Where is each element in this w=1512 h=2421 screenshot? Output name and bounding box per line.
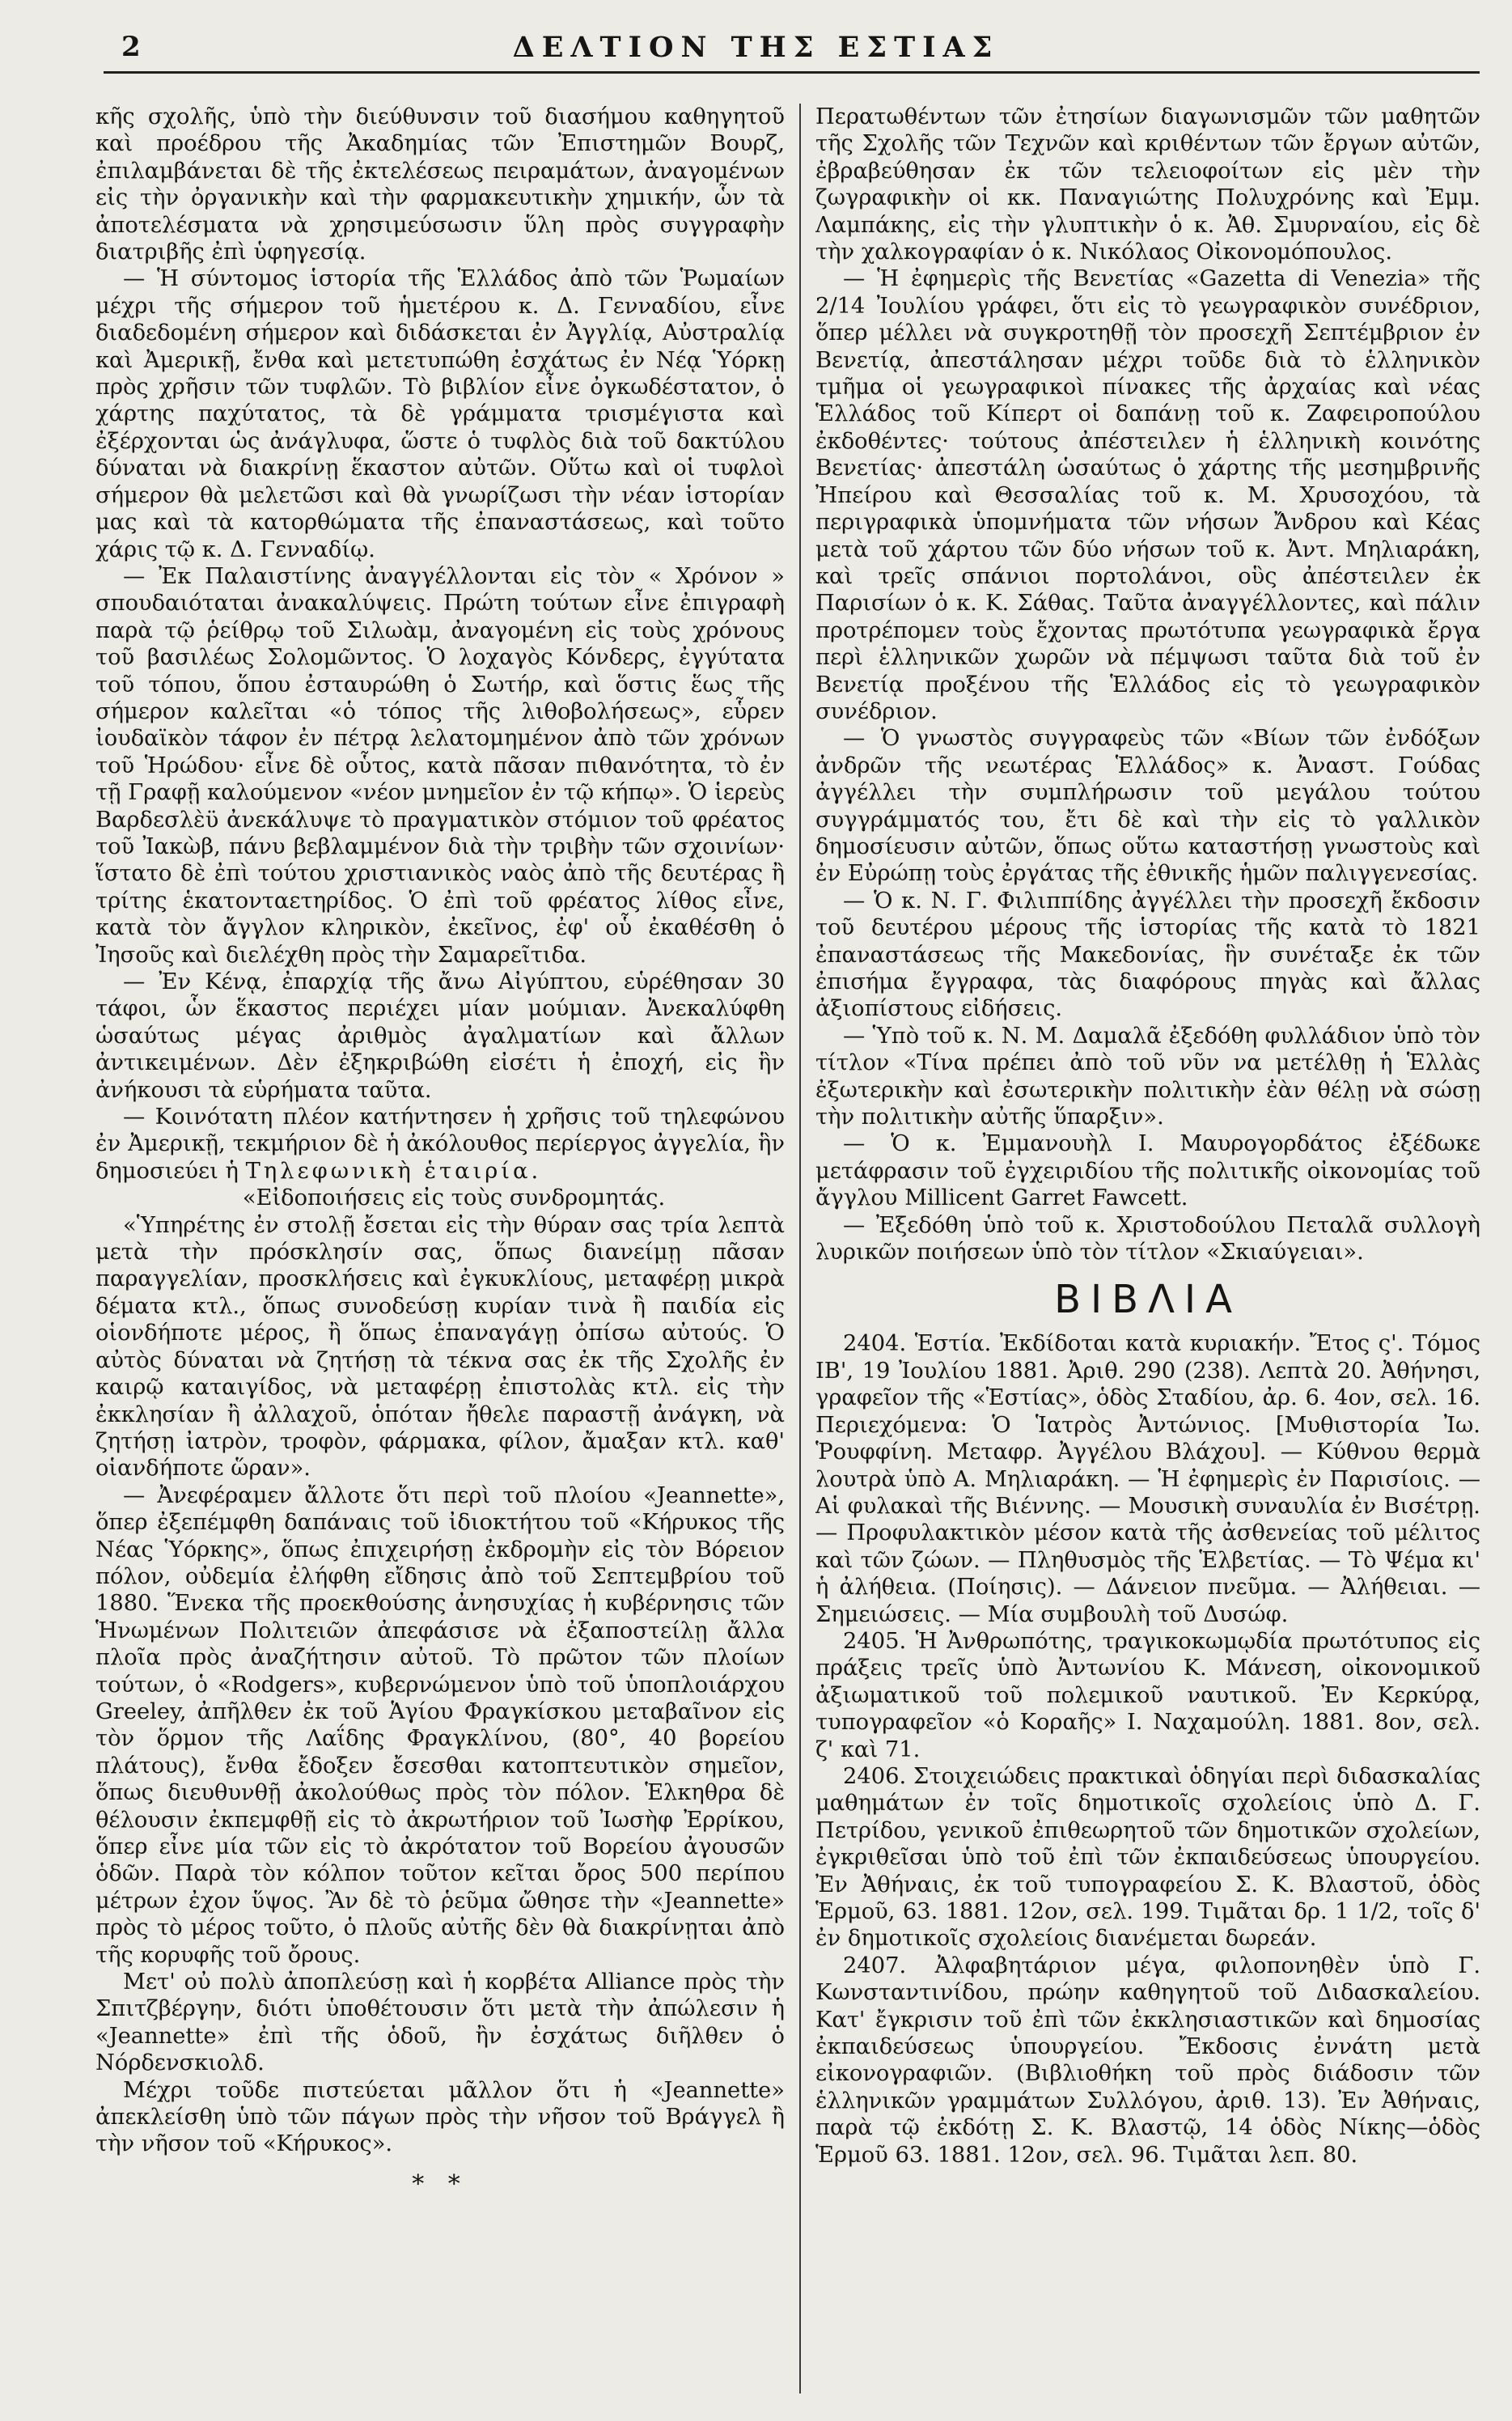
paragraph-petalas-poems: — Ἐξεδόθη ὑπὸ τοῦ κ. Χριστοδούλου Πεταλᾶ συλλογὴ λυρικῶν ποιήσεων ὑπὸ τὸν τίτλον «Σκιαύγειαι». xyxy=(815,1212,1480,1266)
paragraph-venice-congress: — Ἡ ἐφημερὶς τῆς Βενετίας «Gazetta di Venezia» τῆς 2/14 Ἰουλίου γράφει, ὅτι εἰς τὸ γεωγραφικὸν συνέδριον, ὅπερ μέλλει νὰ συγκροτηθῇ τὸν προσεχῆ Σεπτέμβριον ἐν Βενετίᾳ, ἀπεστάλησαν μέχρι τοῦδε διὰ τὸ ἑλληνικὸν τμῆμα οἱ γεωγραφικοὶ πίνακες τῆς ἀρχαίας καὶ νέας Ἑλλάδος τοῦ Κίπερτ οἱ δαπάνῃ τοῦ κ. Ζαφειροπούλου ἐκδοθέντες· τούτους ἀπέστειλεν ἡ ἑλληνικὴ κοινότης Βενετίας· ἀπεστάλη ὡσαύτως ὁ χάρτης τῆς μεσημβρινῆς Ἠπείρου καὶ Θεσσαλίας τοῦ κ. Μ. Χρυσοχόου, τὰ περιγραφικὰ ὑπομνήματα τῶν νήσων Ἄνδρου καὶ Κέας μετὰ τοῦ χάρτου τῶν δύο νήσων τοῦ κ. Ἀντ. Μηλιαράκη, καὶ τρεῖς σπάνιοι πορτολάνοι, οὓς ἀπέστειλεν ἐκ Παρισίων ὁ κ. Κ. Σάθας. Ταῦτα ἀναγγέλλοντες, καὶ πάλιν προτρέπομεν τοὺς ἔχοντας πρωτότυπα γεωγραφικὰ ἔργα περὶ ἑλληνικῶν χωρῶν νὰ πέμψωσι ταῦτα διὰ τοῦ ἐν Βενετίᾳ προξένου τῆς Ἑλλάδος εἰς τὸ γεωγραφικὸν συνέδριον. xyxy=(815,266,1480,724)
column-divider xyxy=(799,104,801,2393)
book-entry-2404: 2404. Ἑστία. Ἐκδίδοται κατὰ κυριακήν. Ἔτος ς'. Τόμος ΙΒ', 19 Ἰουλίου 1881. Ἀριθ. 290 (238). Λεπτὰ 20. Ἀθήνησι, γραφεῖον τῆς «Ἑστίας», ὁδὸς Σταδίου, ἀρ. 6. 4ον, σελ. 16. Περιεχόμενα: Ὁ Ἱατρὸς Ἀντώνιος. [Μυθιστορία Ἰω. Ῥουφφίνη. Μεταφρ. Ἀγγέλου Βλάχου]. — Κύθνου θερμὰ λουτρὰ ὑπὸ Α. Μηλιαράκη. — Ἡ ἐφημερὶς ἐν Παρισίοις. — Αἱ φυλακαὶ τῆς Βιέννης. — Μουσικὴ συναυλία ἐν Βισέτρῃ. — Προφυλακτικὸν μέσον κατὰ τῆς ἀσθενείας τοῦ μέλιτος καὶ τῶν ζώων. — Πληθυσμὸς τῆς Ἑλβετίας. — Τὸ Ψέμα κι' ἡ ἀλήθεια. (Ποίησις). — Δάνειον πνεῦμα. — Ἀλήθειαι. — Σημειώσεις. — Μία συμβουλὴ τοῦ Δυσώφ. xyxy=(815,1331,1480,1627)
paragraph-art-school-awards: Περατωθέντων τῶν ἐτησίων διαγωνισμῶν τῶν μαθητῶν τῆς Σχολῆς τῶν Τεχνῶν καὶ κριθέντων τῶν ἔργων αὐτῶν, ἐβραβεύθησαν ἐκ τῶν τελειοφοίτων εἰς μὲν τὴν ζωγραφικὴν οἱ κκ. Παναγιώτης Πολυχρόνης καὶ Ἐμμ. Λαμπάκης, εἰς τὴν γλυπτικὴν ὁ κ. Ἀθ. Σμυρναίου, εἰς δὲ τὴν χαλκογραφίαν ὁ κ. Νικόλαος Οἰκονομόπουλος. xyxy=(815,104,1480,265)
paragraph-jeannette-belief: Μέχρι τοῦδε πιστεύεται μᾶλλον ὅτι ἡ «Jeannette» ἀπεκλείσθη ὑπὸ τῶν πάγων πρὸς τὴν νῆσον τοῦ Βράγγελ ἢ τὴν νῆσον τοῦ «Κήρυκος». xyxy=(95,2077,785,2157)
paragraph-damalas-pamphlet: — Ὑπὸ τοῦ κ. Ν. Μ. Δαμαλᾶ ἐξεδόθη φυλλάδιον ὑπὸ τὸν τίτλον «Τίνα πρέπει ἀπὸ τοῦ νῦν να μετέλθῃ ἡ Ἑλλὰς ἐξωτερικὴν καὶ ἐσωτερικὴν πολιτικὴν ἐὰν θέλῃ νὰ σώσῃ τὴν πολιτικὴν αὐτῆς ὕπαρξιν». xyxy=(815,1023,1480,1130)
paragraph-filippidis-history: — Ὁ κ. Ν. Γ. Φιλιππίδης ἀγγέλλει τὴν προσεχῆ ἔκδοσιν τοῦ δευτέρου μέρους τῆς ἱστορίας τῆς κατὰ τὸ 1821 ἐπαναστάσεως τῆς Μακεδονίας, ἣν συνέταξε ἐκ τῶν ἐπισήμα ἔγγραφα, τὰς διαφόρους πηγὰς καὶ ἄλλας ἀξιοπίστους εἰδήσεις. xyxy=(815,888,1480,1022)
paragraph-telephone xyxy=(95,1104,785,1185)
paragraph-goudas-lives: — Ὁ γνωστὸς συγγραφεὺς τῶν «Βίων τῶν ἐνδόξων ἀνδρῶν τῆς νεωτέρας Ἑλλάδος» κ. Ἀναστ. Γούδας ἀγγέλλει τὴν συμπλήρωσιν τοῦ μεγάλου τούτου συγγράμματός του, ἔτι δὲ καὶ τὴν εἰς τὸ γαλλικὸν δημοσίευσιν αὐτῶν, ὅπως οὕτω καταστήσῃ γνωστοὺς καὶ ἐν Εὐρώπῃ τοὺς ἐργάτας τῆς ἐθνικῆς ἡμῶν παλιγγενεσίας. xyxy=(815,726,1480,887)
biblia-section-title: ΒΙΒΛΙΑ xyxy=(1054,1277,1242,1323)
left-column xyxy=(95,104,785,2393)
book-entry-2406: 2406. Στοιχειώδεις πρακτικαὶ ὁδηγίαι περὶ διδασκαλίας μαθημάτων ἐν τοῖς δημοτικοῖς σχολείοις ὑπὸ Δ. Γ. Πετρίδου, γενικοῦ ἐπιθεωρητοῦ τῶν δημοτικῶν σχολείων, ἐγκριθεῖσαι ὑπὸ τοῦ ἐπὶ τῶν ἐκπαιδεύσεως ὑπουργείου. Ἐν Ἀθήναις, ἐκ τοῦ τυπογραφείου Σ. Κ. Βλαστοῦ, ὁδὸς Ἑρμοῦ, 63. 1881. 12ον, σελ. 199. Τιμᾶται δρ. 1 1/2, τοῖς δ' ἐν δημοτικοῖς σχολείοις διανέμεται δωρεάν. xyxy=(815,1763,1480,1952)
paragraph-alliance-corvette: Μετ' οὐ πολὺ ἀποπλεύσῃ καὶ ἡ κορβέτα Alliance πρὸς τὴν Σπιτζβέργην, διότι ὑποθέτουσιν ὅτι μετὰ τὴν ἀπώλεσιν ἡ «Jeannette» ἐπὶ τῆς ὁδοῦ, ἢν ἐσχάτως διῆλθεν ὁ Νόρδενσκιολδ. xyxy=(95,1969,785,2076)
running-title: ΔΕΛΤΙΟΝ ΤΗΣ ΕΣΤΙΑΣ xyxy=(512,31,1000,64)
section-stars: * * xyxy=(412,2169,468,2198)
page-number: 2 xyxy=(121,31,141,63)
paragraph-egypt-tombs: — Ἐν Κένᾳ, ἐπαρχίᾳ τῆς ἄνω Αἰγύπτου, εὑρέθησαν 30 τάφοι, ὧν ἕκαστος περιέχει μίαν μούμιαν. Ἀνεκαλύφθη ὡσαύτως μέγας ἀριθμὸς ἀγαλματίων καὶ ἄλλων ἀντικειμένων. Δὲν ἐξηκριβώθη εἰσέτι ἡ ἐποχή, εἰς ἣν ἀνήκουσι τὰ εὑρήματα ταῦτα. xyxy=(95,969,785,1103)
telephone-text: — Κοινότατη πλέον κατήντησεν ἡ χρῆσις τοῦ τηλεφώνου ἐν Ἀμερικῇ, τεκμήριον δὲ ἡ ἀκόλουθος περίεργος ἀγγελία, ἣν δημοσιεύει ἡ xyxy=(95,1105,785,1184)
header-rule xyxy=(104,71,1480,74)
book-entry-2405: 2405. Ἡ Ἀνθρωπότης, τραγικοκωμῳδία πρωτότυπος εἰς πράξεις τρεῖς ὑπὸ Ἀντωνίου Κ. Μάνεση, οἰκονομικοῦ ἀξιωματικοῦ τοῦ πολεμικοῦ ναυτικοῦ. Ἐν Κερκύρᾳ, τυπογραφεῖον «ὁ Κοραῆς» Ι. Ναχαμούλη. 1881. 8ον, σελ. ζ' καὶ 71. xyxy=(815,1628,1480,1762)
notice-title: «Εἰδοποιήσεις εἰς τοὺς συνδρομητάς. xyxy=(242,1185,666,1211)
paragraph-mavrogordatos-translation: — Ὁ κ. Ἐμμανουὴλ Ι. Μαυρογορδάτος ἐξέδωκε μετάφρασιν τοῦ ἐγχειριδίου τῆς πολιτικῆς οἰκονομίας τοῦ ἄγγλου Millicent Garret Fawcett. xyxy=(815,1131,1480,1211)
telephone-company: Τηλεφωνικὴ ἑταιρία. xyxy=(245,1158,542,1184)
paragraph-gennadios-history: — Ἡ σύντομος ἱστορία τῆς Ἑλλάδος ἀπὸ τῶν Ῥωμαίων μέχρι τῆς σήμερον τοῦ ἡμετέρου κ. Δ. Γενναδίου, εἶνε διαδεδομένη σήμερον καὶ διδάσκεται ἐν Ἀγγλίᾳ, Αὐστραλίᾳ καὶ Ἀμερικῇ, ἔνθα καὶ μετετυπώθη ἐσχάτως ἐν Νέᾳ Ὑόρκῃ πρὸς χρῆσιν τῶν τυφλῶν. Τὸ βιβλίον εἶνε ὀγκωδέστατον, ὁ χάρτης παχύτατος, τὰ δὲ γράμματα τρισμέγιστα καὶ ἐξέρχονται ὡς ἀνάγλυφα, ὥστε ὁ τυφλὸς διὰ τοῦ δακτύλου δύναται νὰ διακρίνῃ ἕκαστον αὐτῶν. Οὕτω καὶ οἱ τυφλοὶ σήμερον θὰ μελετῶσι καὶ θὰ γνωρίζωσι τὴν νέαν ἱστορίαν μας καὶ τὰ κατορθώματα τῆς ἐπαναστάσεως, καὶ τοῦτο χάρις τῷ κ. Δ. Γενναδίῳ. xyxy=(95,266,785,562)
right-column xyxy=(815,104,1480,2393)
paragraph-jeannette-search: — Ἀνεφέραμεν ἄλλοτε ὅτι περὶ τοῦ πλοίου «Jeannette», ὅπερ ἐξεπέμφθη δαπάναις τοῦ ἰδιοκτήτου τοῦ «Κήρυκος τῆς Νέας Ὑόρκης», ὅπως ἐπιχειρήσῃ ἐκδρομὴν εἰς τὸν Βόρειον πόλον, οὐδεμία ἐλήφθη εἴδησις ἀπὸ τοῦ Σεπτεμβρίου τοῦ 1880. Ἕνεκα τῆς προεκθούσης ἀνησυχίας ἡ κυβέρνησις τῶν Ἡνωμένων Πολιτειῶν ἀπεφάσισε νὰ ἐξαποστείλῃ ἄλλα πλοῖα πρὸς ἀναζήτησιν αὐτοῦ. Τὸ πρῶτον τῶν πλοίων τούτων, ὁ «Rodgers», κυβερνώμενον ὑπὸ τοῦ ὑποπλοιάρχου Greeley, ἀπῆλθεν ἐκ τοῦ Ἁγίου Φραγκίσκου μεταβαῖνον εἰς τὸν ὅρμον τῆς Λαΐδης Φραγκλίνου, (80°, 40 βορείου πλάτους), ἔνθα ἔδοξεν ἔσεσθαι κατοπτευτικὸν σημεῖον, ὅπως διευθυνθῇ ἀκολούθως πρὸς τὸν πόλον. Ἑλκηθρα δὲ θέλουσιν ἐκπεμφθῇ εἰς τὸ ἀκρωτήριον τοῦ Ἰωσὴφ Ἐρρίκου, ὅπερ εἶνε μία τῶν εἰς τὸ ἀκρότατον τοῦ Βορείου ἀγουσῶν ὁδῶν. Παρὰ τὸν κόλπον τοῦτον κεῖται ὄρος 500 περίπου μέτρων ἐχον ὕψος. Ἂν δὲ τὸ ῥεῦμα ὤθησε τὴν «Jeannette» πρὸς τὸ μέρος τοῦτο, ὁ πλοῦς αὐτῆς δὲν θὰ διακρίνῃται ἀπὸ τῆς κορυφῆς τοῦ ὄρους. xyxy=(95,1482,785,1968)
paragraph-palestine-discoveries: — Ἐκ Παλαιστίνης ἀναγγέλλονται εἰς τὸν « Χρόνον » σπουδαιόταται ἀνακαλύψεις. Πρώτη τούτων εἶνε ἐπιγραφὴ παρὰ τῷ ῥείθρῳ τοῦ Σιλωὰμ, ἀναγομένη εἰς τοὺς χρόνους τοῦ βασιλέως Σολομῶντος. Ὁ λοχαγὸς Κόνδερς, ἐγγύτατα τοῦ τόπου, ὅπου ἐσταυρώθη ὁ Σωτήρ, καὶ ὅστις ἕως τῆς σήμερον καλεῖται «ὁ τόπος τῆς λιθοβολήσεως», εὗρεν ἰουδαϊκὸν τάφον ἐν πέτρᾳ λελατομημένον ἀπὸ τῶν χρόνων τοῦ Ἡρώδου· εἶνε δὲ οὗτος, κατὰ πᾶσαν πιθανότητα, τὸ ἐν τῇ Γραφῇ καλούμενον «νέον μνημεῖον ἐν τῷ κήπῳ». Ὁ ἱερεὺς Βαρδεσλὲϋ ἀνεκάλυψε τὸ πραγματικὸν στόμιον τοῦ φρέατος τοῦ Ἰακὼβ, πάνυ βεβλαμμένον διὰ τὴν τριβὴν τῶν σχοινίων· ἵστατο δὲ ἐπὶ τούτου χριστιανικὸς ναὸς ἀπὸ τῆς δευτέρας ἢ τρίτης ἑκατονταετηρίδος. Ὁ ἐπὶ τοῦ φρέατος λίθος εἶνε, κατὰ τὸν ἄγγλον κληρικὸν, ἐκεῖνος, ἐφ' οὗ ἐκαθέσθη ὁ Ἰησοῦς καὶ διελέχθη πρὸς τὴν Σαμαρεῖτιδα. xyxy=(95,563,785,968)
paragraph-servant-notice: «Ὑπηρέτης ἐν στολῇ ἔσεται εἰς τὴν θύραν σας τρία λεπτὰ μετὰ τὴν πρόσκλησίν σας, ὅπως διανείμῃ πᾶσαν παραγγελίαν, προσκλήσεις καὶ ἐγκυκλίους, μεταφέρῃ μικρὰ δέματα κτλ., ὅπως συνοδεύσῃ κυρίαν τινὰ ἢ παιδία εἰς οἱονδήποτε μέρος, ἢ ὅπως ἐπαναγάγῃ ὀπίσω αὐτούς. Ὁ αὐτὸς δύναται νὰ ζητήσῃ τὰ τέκνα σας ἐκ τῆς Σχολῆς ἐν καιρῷ καταιγίδος, νὰ μεταφέρῃ ἐπιστολὰς κτλ. εἰς τὴν ἐκκλησίαν ἢ ἀλλαχοῦ, ὁπόταν ἤθελε παραστῇ ἀνάγκη, νὰ ζητήσῃ ἰατρὸν, τροφὸν, φάρμακα, φίλον, ἄμαξαν κτλ. καθ' οἱανδήποτε ὥραν». xyxy=(95,1212,785,1482)
page-header xyxy=(0,0,1512,74)
book-entry-2407: 2407. Ἀλφαβητάριον μέγα, φιλοπονηθὲν ὑπὸ Γ. Κωνσταντινίδου, πρώην καθηγητοῦ τοῦ Διδασκαλείου. Κατ' ἔγκρισιν τοῦ ἐπὶ τῶν ἐκκλησιαστικῶν καὶ δημοσίας ἐκπαιδεύσεως ὑπουργείου. Ἔκδοσις ἐννάτη μετὰ εἰκονογραφιῶν. (Βιβλιοθήκη τοῦ πρὸς διάδοσιν τῶν ἑλληνικῶν γραμμάτων Συλλόγου, ἀριθ. 13). Ἐν Ἀθήναις, παρὰ τῷ ἐκδότῃ Σ. Κ. Βλαστῷ, 14 ὁδὸς Νίκης—ὁδὸς Ἑρμοῦ 63. 1881. 12ον, σελ. 96. Τιμᾶται λεπ. 80. xyxy=(815,1952,1480,2168)
paragraph-chemistry-school: κῆς σχολῆς, ὑπὸ τὴν διεύθυνσιν τοῦ διασήμου καθηγητοῦ καὶ προέδρου τῆς Ἀκαδημίας τῶν Ἐπιστημῶν Βουρζ, ἐπιλαμβάνεται δὲ τῆς ἐκτελέσεως πειραμάτων, ἀναγομένων εἰς τὴν ὀργανικὴν καὶ τὴν φαρμακευτικὴν χημικήν, ὧν τὰ ἀποτελέσματα νὰ χρησιμεύσωσιν ὕλη πρὸς συγγραφὴν διατριβῆς ἐπὶ ὑφηγεσίᾳ. xyxy=(95,104,785,265)
